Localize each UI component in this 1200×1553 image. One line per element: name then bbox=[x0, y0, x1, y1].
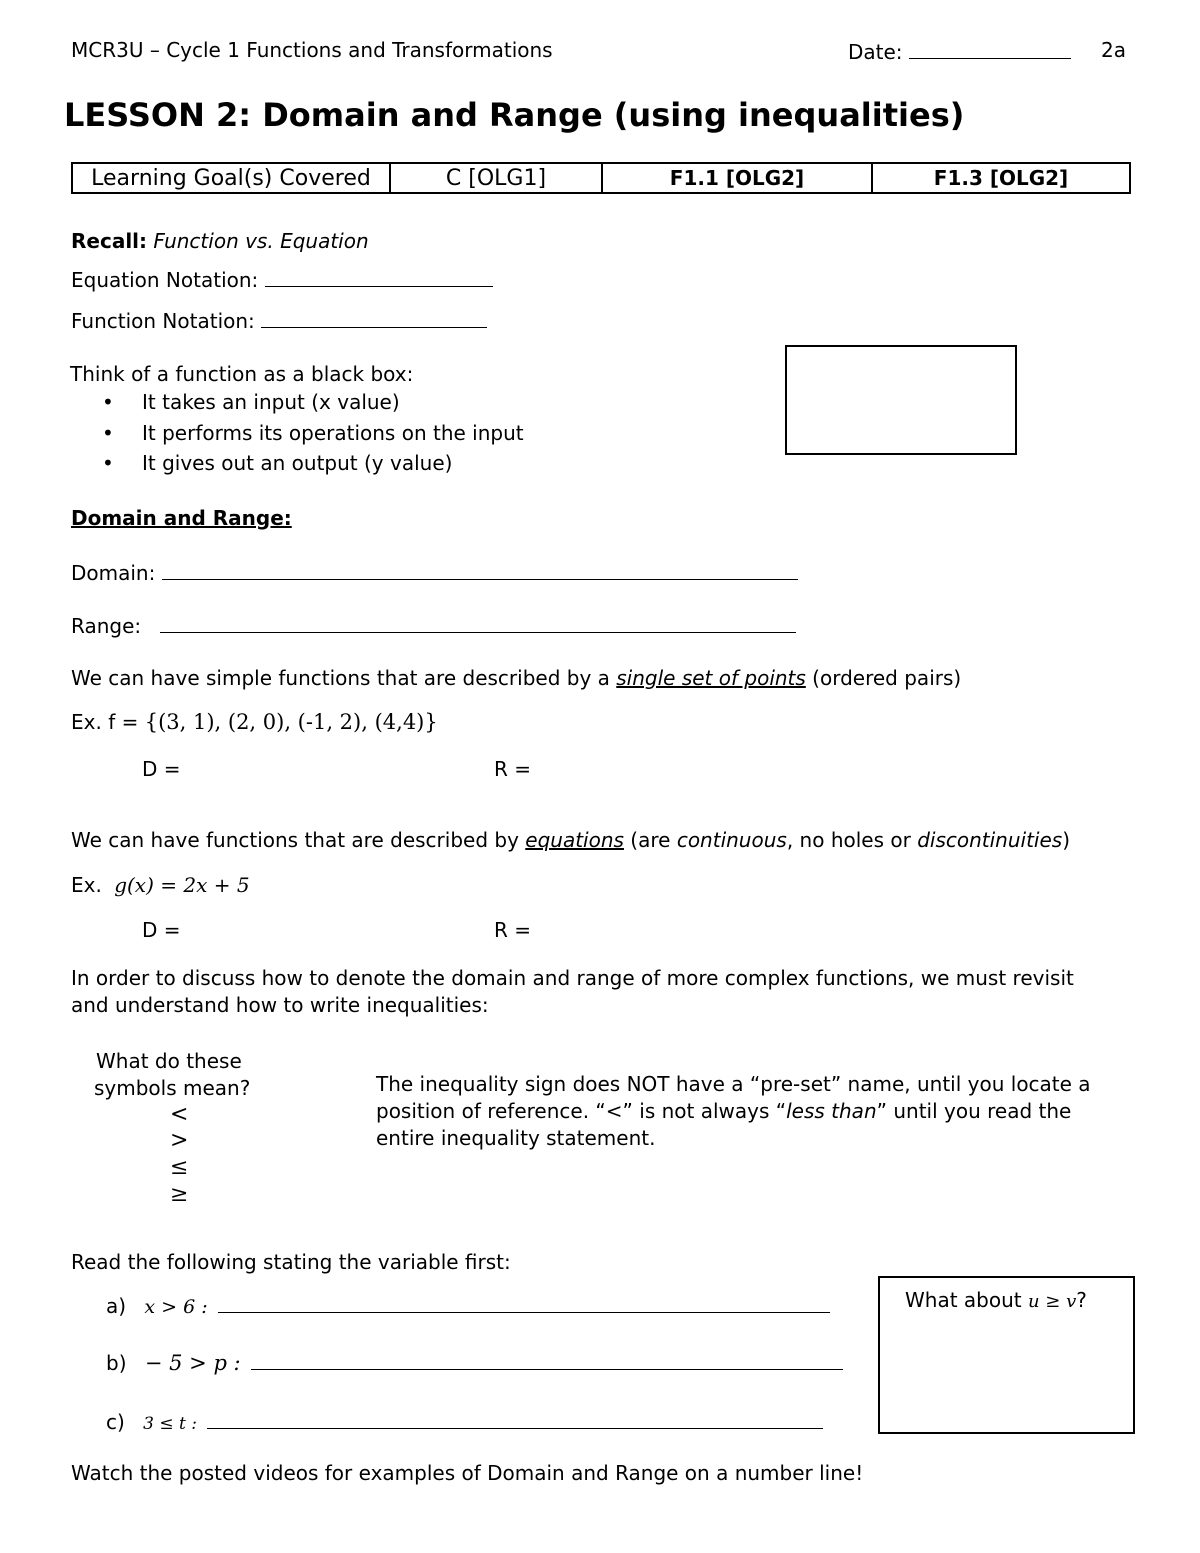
read-item-expr: − 5 > p : bbox=[144, 1351, 241, 1375]
symbols-question-2: symbols mean? bbox=[94, 1076, 251, 1100]
date-blank[interactable] bbox=[909, 38, 1071, 59]
points-d-label: D = bbox=[142, 757, 181, 781]
read-item-label: b) bbox=[106, 1351, 127, 1375]
page-title: LESSON 2: Domain and Range (using inequalities) bbox=[64, 96, 965, 134]
equations-r-label: R = bbox=[494, 918, 532, 942]
equations-text-2: (are bbox=[623, 828, 677, 852]
black-box-drawing[interactable] bbox=[785, 345, 1017, 455]
goals-label: Learning Goal(s) Covered bbox=[72, 163, 390, 193]
symbol-greater-than: > bbox=[170, 1128, 189, 1153]
function-notation-label: Function Notation: bbox=[71, 309, 255, 333]
read-item-a-blank[interactable] bbox=[218, 1292, 830, 1313]
equations-example-label: Ex. bbox=[71, 873, 102, 897]
range-blank[interactable] bbox=[160, 612, 796, 633]
note-line-2 bbox=[376, 1099, 1071, 1123]
read-item-b bbox=[106, 1349, 843, 1375]
footer-note: Watch the posted videos for examples of Domain and Range on a number line! bbox=[71, 1461, 864, 1485]
function-notation-blank[interactable] bbox=[261, 307, 487, 328]
function-notation-line bbox=[71, 307, 487, 333]
date-field bbox=[848, 38, 1071, 64]
note-line-3: entire inequality statement. bbox=[376, 1126, 656, 1150]
learning-goals-table bbox=[71, 162, 1131, 194]
read-item-label: c) bbox=[106, 1410, 125, 1434]
points-r-label: R = bbox=[494, 757, 532, 781]
points-description bbox=[71, 666, 961, 690]
symbol-greater-equal: ≥ bbox=[170, 1182, 189, 1207]
equations-d-label: D = bbox=[142, 918, 181, 942]
what-about-end: ? bbox=[1076, 1288, 1087, 1312]
equation-notation-label: Equation Notation: bbox=[71, 268, 259, 292]
goal-f1-1: F1.1 [OLG2] bbox=[602, 163, 872, 193]
range-label: Range: bbox=[71, 614, 142, 638]
equation-notation-blank[interactable] bbox=[265, 266, 493, 287]
read-item-c bbox=[106, 1408, 823, 1434]
note-line-1: The inequality sign does NOT have a “pre-set” name, until you locate a bbox=[376, 1072, 1091, 1096]
what-about-text bbox=[905, 1288, 1087, 1312]
domain-line bbox=[71, 559, 798, 585]
goal-f1-3: F1.3 [OLG2] bbox=[872, 163, 1130, 193]
domain-range-heading: Domain and Range: bbox=[71, 506, 292, 530]
symbols-question-1: What do these bbox=[96, 1049, 242, 1073]
discontinuities-word: discontinuities bbox=[917, 828, 1063, 852]
read-item-label: a) bbox=[106, 1294, 127, 1318]
inequalities-intro-line-1: In order to discuss how to denote the domain and range of more complex functions, we must revisit bbox=[71, 966, 1074, 990]
note-less-than: less than bbox=[786, 1099, 877, 1123]
bullet-item: • It performs its operations on the input bbox=[102, 419, 524, 450]
read-item-expr: x > 6 : bbox=[144, 1296, 208, 1318]
points-text-after: (ordered pairs) bbox=[805, 666, 962, 690]
date-label: Date: bbox=[848, 40, 903, 64]
symbol-less-equal: ≤ bbox=[170, 1155, 189, 1180]
what-about-label: What about bbox=[905, 1288, 1028, 1312]
recall-label: Recall: bbox=[71, 229, 148, 253]
read-item-a bbox=[106, 1292, 830, 1318]
range-line bbox=[71, 612, 796, 638]
equations-example bbox=[71, 873, 250, 897]
symbol-less-than: < bbox=[170, 1102, 189, 1127]
read-item-b-blank[interactable] bbox=[251, 1349, 843, 1370]
equations-example-fn: g(x) = 2x + 5 bbox=[114, 873, 250, 897]
points-example-set: {(3, 1), (2, 0), (-1, 2), (4,4)} bbox=[144, 710, 438, 734]
equations-text-4: ) bbox=[1062, 828, 1071, 852]
equations-text-1: We can have functions that are described by bbox=[71, 828, 526, 852]
black-box-bullets bbox=[102, 388, 524, 480]
recall-topic: Function vs. Equation bbox=[153, 229, 369, 253]
what-about-expr: u ≥ v bbox=[1027, 1291, 1077, 1312]
domain-label: Domain: bbox=[71, 561, 156, 585]
bullet-item: • It takes an input (x value) bbox=[102, 388, 524, 419]
read-item-c-blank[interactable] bbox=[207, 1408, 823, 1429]
read-item-expr: 3 ≤ t : bbox=[143, 1414, 198, 1434]
inequalities-intro-line-2: and understand how to write inequalities: bbox=[71, 993, 489, 1017]
continuous-word: continuous bbox=[676, 828, 787, 852]
recall-line bbox=[71, 229, 369, 253]
note-line-2-b: ” until you read the bbox=[876, 1099, 1072, 1123]
points-text-before: We can have simple functions that are described by a bbox=[71, 666, 617, 690]
goal-c-olg1: C [OLG1] bbox=[390, 163, 602, 193]
domain-blank[interactable] bbox=[162, 559, 798, 580]
equation-notation-line bbox=[71, 266, 493, 292]
equations-description bbox=[71, 828, 1070, 852]
equations-emphasis: equations bbox=[525, 828, 624, 852]
points-example-label: Ex. f = bbox=[71, 710, 145, 734]
course-header: MCR3U – Cycle 1 Functions and Transformations bbox=[71, 38, 553, 62]
points-example bbox=[71, 710, 438, 734]
equations-text-3: , no holes or bbox=[786, 828, 918, 852]
read-heading: Read the following stating the variable first: bbox=[71, 1250, 511, 1274]
bullet-item: • It gives out an output (y value) bbox=[102, 449, 524, 480]
points-emphasis: single set of points bbox=[616, 666, 806, 690]
page-code: 2a bbox=[1101, 38, 1126, 62]
black-box-intro: Think of a function as a black box: bbox=[70, 362, 414, 386]
note-line-2-a: position of reference. “<” is not always “ bbox=[376, 1099, 787, 1123]
